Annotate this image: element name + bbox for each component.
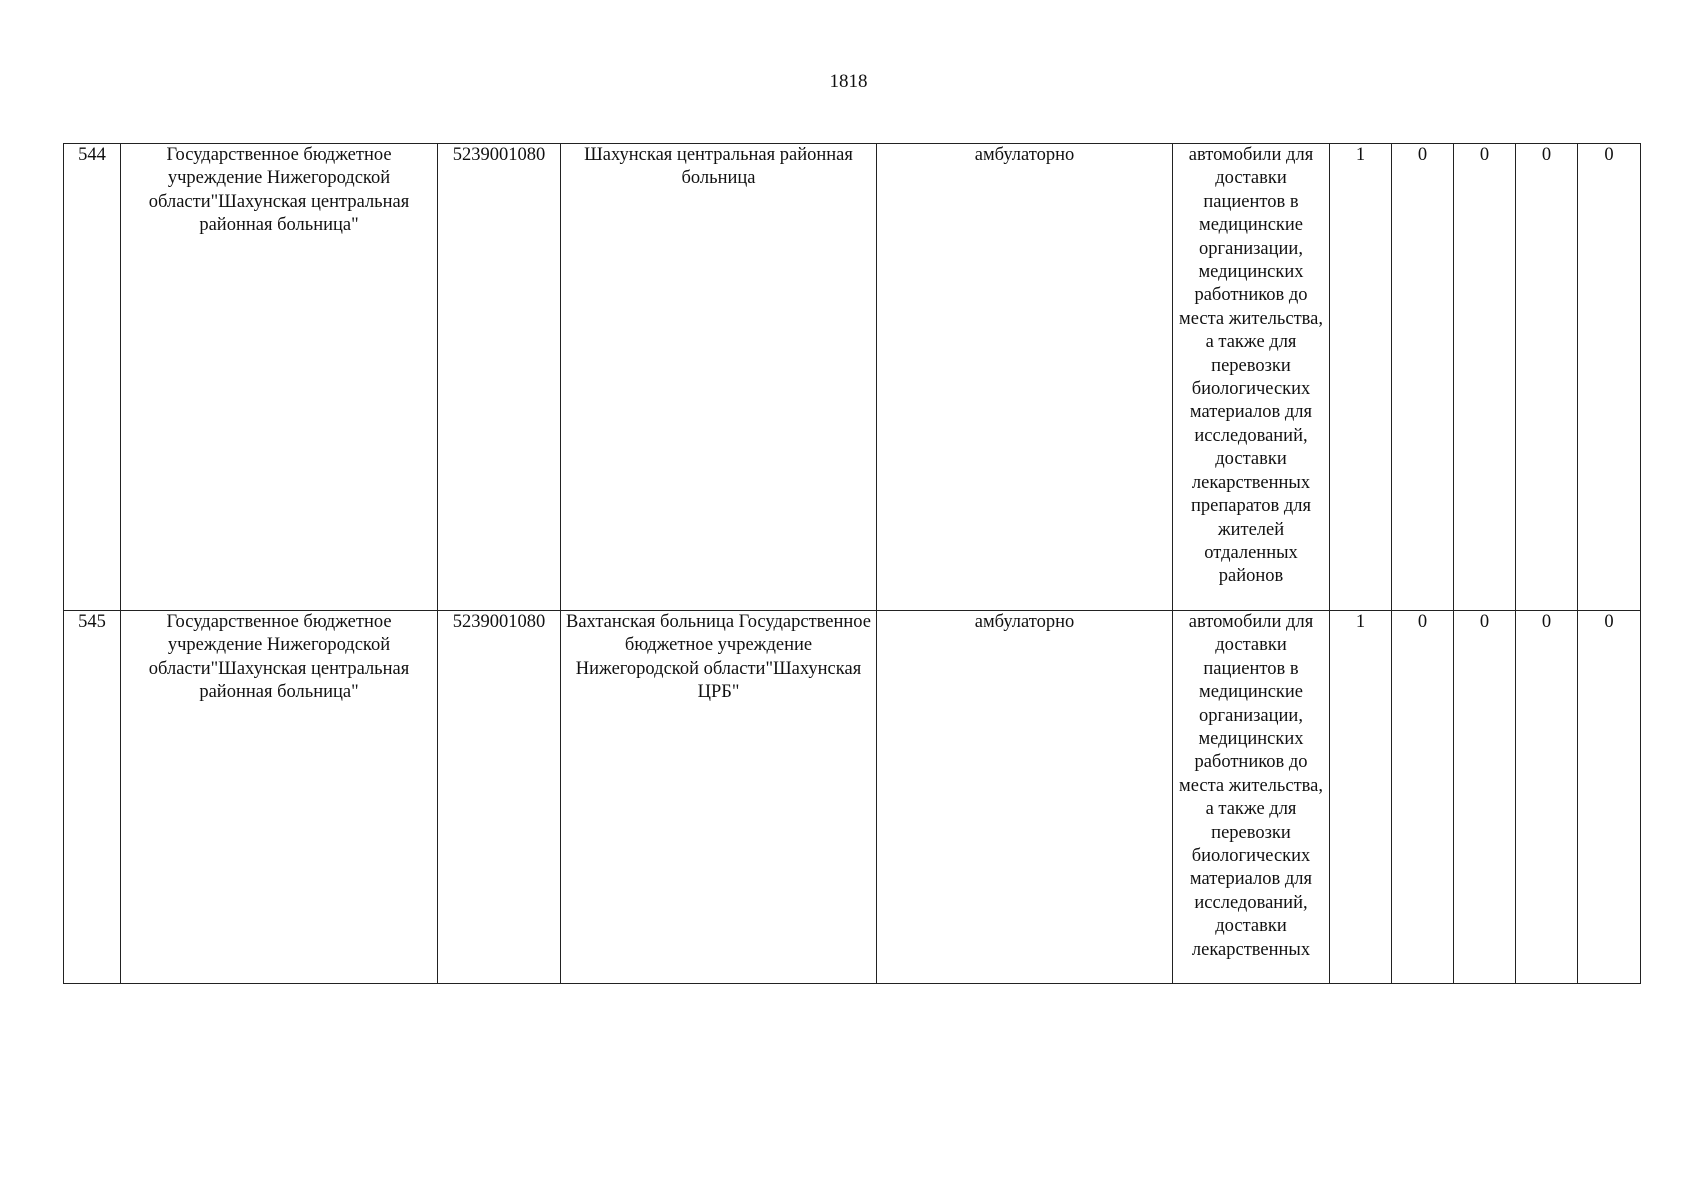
count-cell-5: 0 (1578, 144, 1641, 611)
subdivision-cell: Шахунская центральная районная больница (561, 144, 877, 611)
row-number-cell: 544 (64, 144, 121, 611)
count-cell-5: 0 (1578, 611, 1641, 984)
count-cell-2: 0 (1392, 611, 1454, 984)
inn-cell: 5239001080 (438, 144, 561, 611)
table-row (64, 144, 1641, 611)
page-number: 1818 (829, 71, 868, 92)
care-conditions-cell: амбулаторно (877, 611, 1173, 984)
count-cell-1: 1 (1330, 144, 1392, 611)
count-cell-2: 0 (1392, 144, 1454, 611)
inn-cell: 5239001080 (438, 611, 561, 984)
transport-purpose-cell: автомобили для доставки пациентов в медицинские организации, медицинских работников до места жительства, а также для перевозки биологических материалов для исследований, доставки лекарственных препаратов для жителей отдаленных районов (1173, 144, 1330, 611)
count-cell-1: 1 (1330, 611, 1392, 984)
count-cell-3: 0 (1454, 144, 1516, 611)
organization-cell: Государственное бюджетное учреждение Нижегородской области"Шахунская центральная районная больница" (121, 611, 438, 984)
row-number-cell: 545 (64, 611, 121, 984)
care-conditions-cell: амбулаторно (877, 144, 1173, 611)
count-cell-3: 0 (1454, 611, 1516, 984)
count-cell-4: 0 (1516, 144, 1578, 611)
organization-cell: Государственное бюджетное учреждение Нижегородской области"Шахунская центральная районная больница" (121, 144, 438, 611)
subdivision-cell: Вахтанская больница Государственное бюджетное учреждение Нижегородской области"Шахунская ЦРБ" (561, 611, 877, 984)
data-table (63, 143, 1641, 984)
table-row (64, 611, 1641, 984)
transport-purpose-cell: автомобили для доставки пациентов в медицинские организации, медицинских работников до места жительства, а также для перевозки биологических материалов для исследований, доставки лекарственных (1173, 611, 1330, 984)
count-cell-4: 0 (1516, 611, 1578, 984)
